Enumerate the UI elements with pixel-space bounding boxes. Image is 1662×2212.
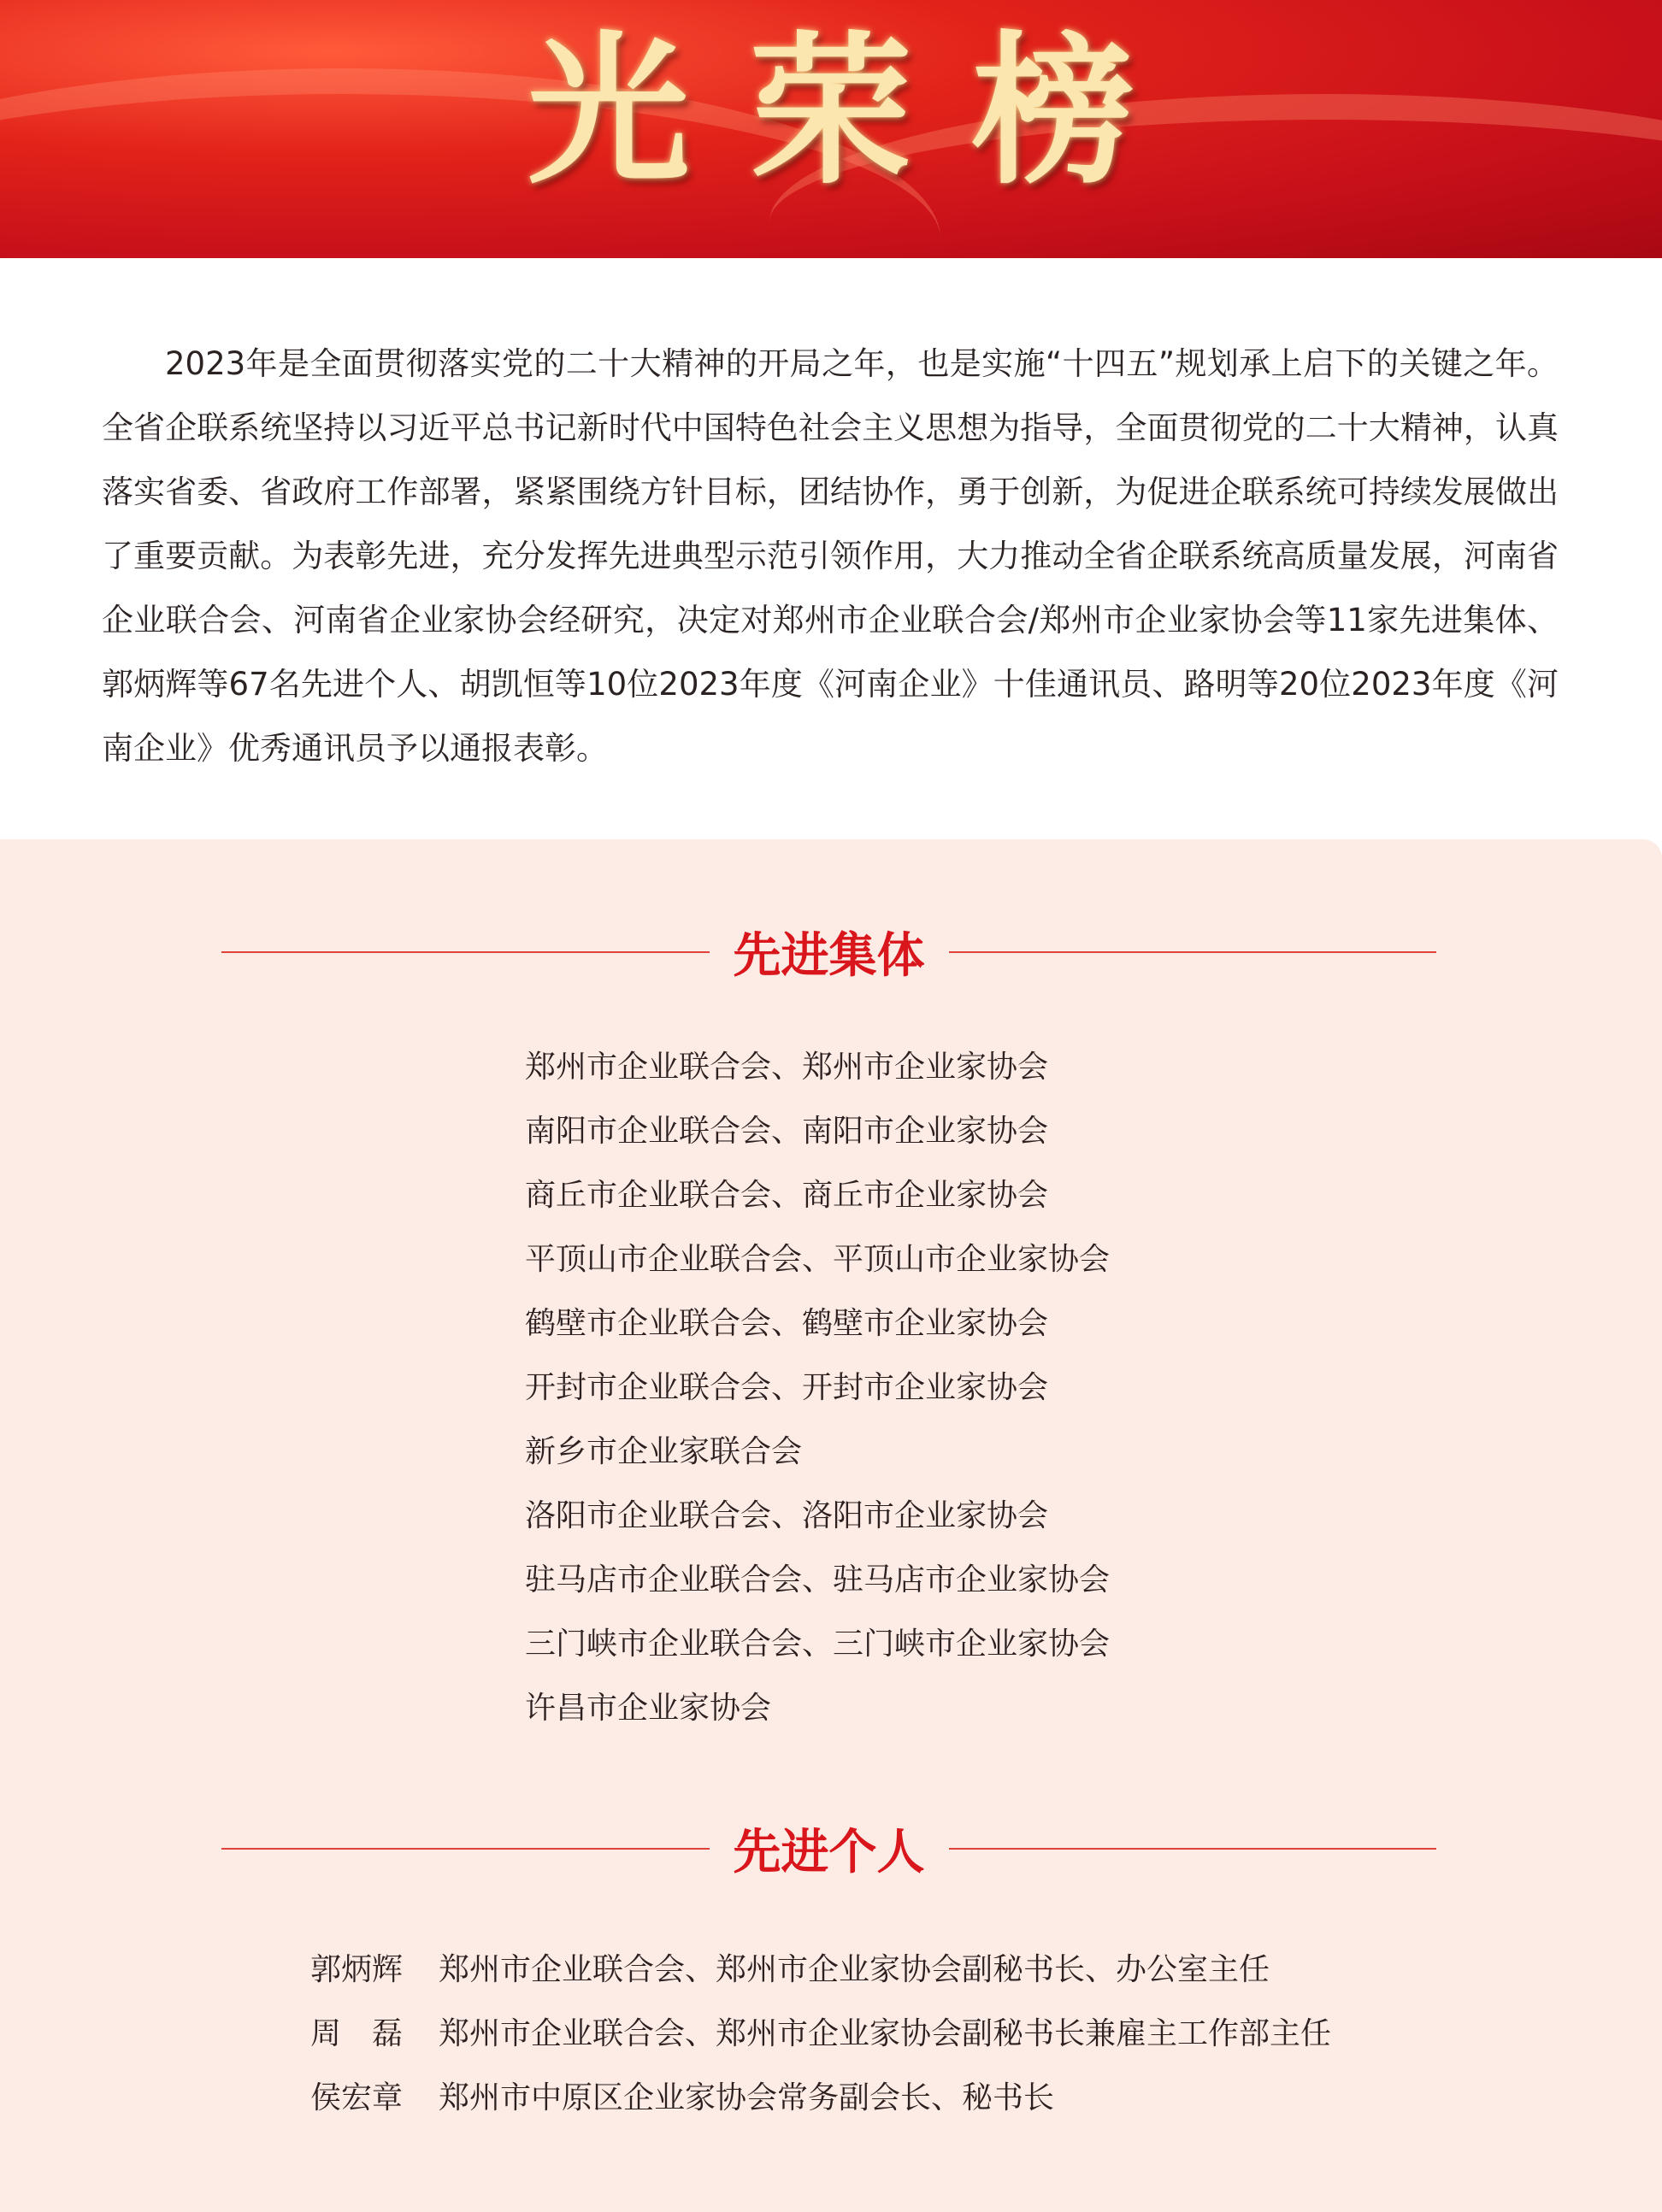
divider <box>221 1848 710 1850</box>
section-heading-individual <box>221 1815 1436 1883</box>
list-item <box>310 2066 1331 2130</box>
person-name: 周 磊 <box>310 2016 404 2051</box>
person-role: 郑州市企业联合会、郑州市企业家协会副秘书长兼雇主工作部主任 <box>439 2016 1332 2051</box>
list-item: 平顶山市企业联合会、平顶山市企业家协会 <box>525 1242 1111 1277</box>
banner-title: 光荣榜 <box>527 15 1194 206</box>
divider <box>221 951 710 953</box>
list-item: 鹤壁市企业联合会、鹤壁市企业家协会 <box>525 1306 1049 1341</box>
person-role: 郑州市中原区企业家协会常务副会长、秘书长 <box>439 2080 1055 2115</box>
section-heading-collective <box>221 918 1436 986</box>
section-title: 先进个人 <box>733 1824 925 1880</box>
list-item: 新乡市企业家联合会 <box>525 1434 803 1469</box>
individual-list <box>310 1938 1331 2130</box>
list-item: 洛阳市企业联合会、洛阳市企业家协会 <box>525 1498 1049 1533</box>
list-item: 驻马店市企业联合会、驻马店市企业家协会 <box>525 1562 1111 1597</box>
list-item: 商丘市企业联合会、商丘市企业家协会 <box>525 1178 1049 1213</box>
person-name: 郭炳辉 <box>310 1952 404 1987</box>
person-name: 侯宏章 <box>310 2080 404 2115</box>
intro-paragraph: 2023年是全面贯彻落实党的二十大精神的开局之年，也是实施“十四五”规划承上启下的关键之年。全省企联系统坚持以习近平总书记新时代中国特色社会主义思想为指导，全面贯彻党的二十大精神，认真落实省委、省政府工作部署，紧紧围绕方针目标，团结协作，勇于创新，为促进企联系统可持续发展做出了重要贡献。为表彰先进，充分发挥先进典型示范引领作用，大力推动全省企联系统高质量发展，河南省企业联合会、河南省企业家协会经研究，决定对郑州市企业联合会/郑州市企业家协会等11家先进集体、郭炳辉等67名先进个人、胡凯恒等10位2023年度《河南企业》十佳通讯员、路明等20位2023年度《河南企业》优秀通讯员予以通报表彰。 <box>102 345 1559 767</box>
list-item: 郑州市企业联合会、郑州市企业家协会 <box>525 1050 1049 1085</box>
divider <box>949 951 1437 953</box>
list-item <box>310 1938 1331 2002</box>
list-item: 南阳市企业联合会、南阳市企业家协会 <box>525 1114 1049 1149</box>
banner <box>0 0 1662 258</box>
collective-list <box>525 1035 1110 1740</box>
list-item: 三门峡市企业联合会、三门峡市企业家协会 <box>525 1627 1111 1662</box>
list-item: 开封市企业联合会、开封市企业家协会 <box>525 1370 1049 1405</box>
list-item: 许昌市企业家协会 <box>525 1691 772 1726</box>
person-role: 郑州市企业联合会、郑州市企业家协会副秘书长、办公室主任 <box>439 1952 1270 1987</box>
divider <box>949 1848 1437 1850</box>
section-title: 先进集体 <box>733 927 925 984</box>
list-item <box>310 2002 1331 2066</box>
